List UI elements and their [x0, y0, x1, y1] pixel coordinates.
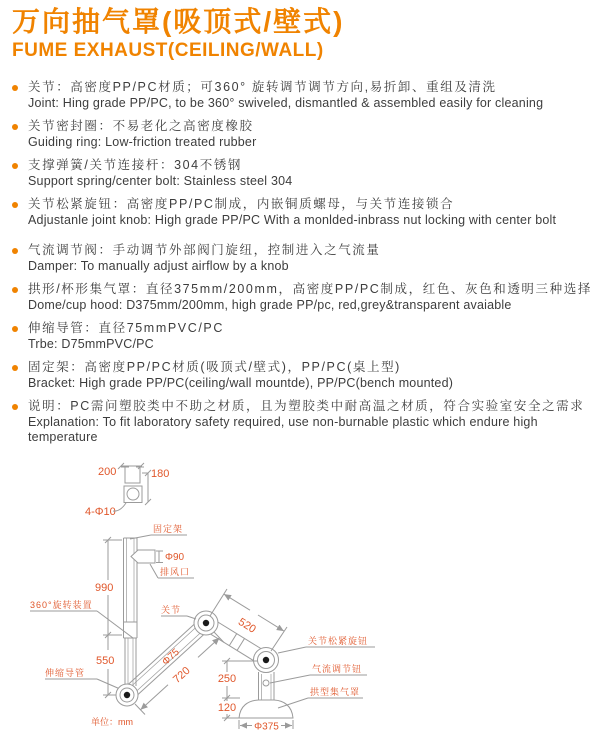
bullet-icon — [12, 85, 18, 91]
spec-en: Adjustanle joint knob: High grade PP/PC With a monlded-inbrass nut locking with center bolt — [28, 212, 557, 227]
spec-item-damper — [10, 243, 596, 274]
dim-dome-dia: Φ375 — [254, 721, 279, 733]
dim-plate-height: 180 — [151, 468, 170, 480]
spec-en: Joint: Hing grade PP/PC, to be 360° swiveled, dismantled & assembled easily for cleaning — [28, 95, 544, 110]
label-joint-knob: 关节松紧旋钮 — [308, 636, 369, 646]
spec-en: Guiding ring: Low-friction treated rubber — [28, 134, 257, 149]
spec-en: Support spring/center bolt: Stainless steel 304 — [28, 173, 293, 188]
mount-hole-icon — [127, 488, 139, 500]
dim-upper-length: 990 — [95, 582, 114, 594]
dim-lower-length: 550 — [96, 655, 115, 667]
dim-holes: 4-Φ10 — [85, 506, 116, 518]
label-airflow-knob: 气流调节钮 — [312, 664, 363, 674]
label-rotator: 360°旋转装置 — [30, 600, 93, 610]
bullet-icon — [12, 202, 18, 208]
exhaust-port — [131, 550, 155, 563]
label-telescopic-tube: 伸缩导管 — [45, 668, 86, 678]
bullet-icon — [12, 404, 18, 410]
spec-item-joint-knob — [10, 197, 596, 228]
spec-zh: 气流调节阀：手动调节外部阀门旋纽，控制进入之气流量 — [28, 243, 381, 257]
dim-arm-lower: 720 — [170, 664, 193, 686]
spec-item-hood — [10, 282, 596, 313]
bullet-icon — [12, 287, 18, 293]
dim-dome-height: 120 — [217, 702, 237, 714]
spec-en: Bracket: High grade PP/PC(ceiling/wall mountde), PP/PC(bench mounted) — [28, 375, 454, 390]
spec-zh: 支撑弹簧/关节连接杆：304不锈钢 — [28, 158, 243, 172]
spec-zh: 固定架：高密度PP/PC材质(吸顶式/壁式)，PP/PC(桌上型) — [28, 360, 401, 374]
page-title-chinese: 万向抽气罩(吸顶式/壁式) — [12, 6, 345, 37]
dim-port-dia: Φ90 — [165, 552, 185, 563]
label-exhaust-port: 排风口 — [160, 567, 191, 577]
hood-assembly — [218, 635, 375, 733]
bullet-icon — [12, 163, 18, 169]
header — [12, 6, 344, 63]
bullet-icon — [12, 326, 18, 332]
spec-en: Damper: To manually adjust airflow by a knob — [28, 258, 289, 273]
spec-zh: 说明：PC需问塑胶类中不助之材质，且为塑胶类中耐高温之材质，符合实验室安全之需求 — [28, 399, 585, 413]
spec-zh: 拱形/杯形集气罩：直径375mm/200mm，高密度PP/PC制成，红色、灰色和透明三种选择 — [28, 282, 592, 296]
label-bracket: 固定架 — [153, 524, 184, 534]
label-joint: 关节 — [161, 605, 182, 615]
spec-item-guiding-ring — [10, 119, 596, 150]
airflow-knob — [263, 680, 269, 686]
spec-list — [10, 80, 596, 454]
dim-arm-upper: 520 — [235, 615, 258, 636]
spec-zh: 关节：高密度PP/PC材质；可360° 旋转调节调节方向,易折卸、重组及清洗 — [28, 80, 497, 94]
bullet-icon — [12, 365, 18, 371]
spec-en: Trbe: D75mmPVC/PC — [28, 336, 154, 351]
spec-en: Dome/cup hood: D375mm/200mm, high grade PP/pc, red,grey&transparent avaiable — [28, 297, 512, 312]
spec-zh: 伸缩导管：直径75mmPVC/PC — [28, 321, 224, 335]
label-dome-hood: 拱型集气罩 — [310, 687, 361, 697]
dim-tube-dia: Φ75 — [160, 646, 182, 668]
page-title-english: FUME EXHAUST(CEILING/WALL) — [12, 40, 324, 61]
spec-item-spring — [10, 158, 596, 189]
spec-item-explanation — [10, 399, 596, 446]
spec-zh: 关节密封圈：不易老化之高密度橡胶 — [28, 119, 254, 133]
dim-neck-length: 250 — [217, 673, 237, 685]
spec-en: Explanation: To fit laboratory safety required, use non-burnable plastic which endure high temperature — [28, 414, 538, 444]
mounting-plate-detail — [85, 463, 169, 518]
spec-item-bracket — [10, 360, 596, 391]
dim-plate-width: 200 — [98, 466, 117, 478]
spec-item-joint — [10, 80, 596, 111]
spec-zh: 关节松紧旋钮：高密度PP/PC制成，内嵌铜质螺母，与关节连接锁合 — [28, 197, 455, 211]
bullet-icon — [12, 124, 18, 130]
unit-note: 单位：mm — [91, 717, 133, 727]
dome-hood — [239, 700, 293, 718]
bullet-icon — [12, 248, 18, 254]
spec-item-tube — [10, 321, 596, 352]
technical-drawing — [0, 450, 600, 737]
